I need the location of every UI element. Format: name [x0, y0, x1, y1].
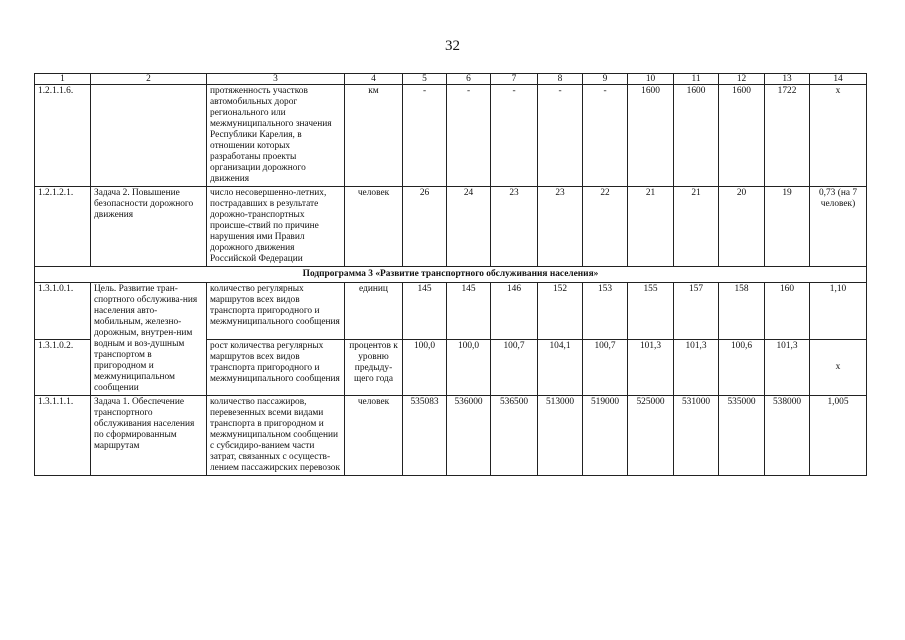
- row-value: -: [491, 85, 538, 187]
- table-row: [35, 85, 867, 187]
- row-value: 145: [447, 283, 491, 340]
- row-value: 101,3: [628, 339, 674, 396]
- row-indicator: количество пассажиров, перевезенных всеми видами транспорта в пригородном и межмуниципальном сообщении с субсидиро-ванием части затрат, связанных с осуществ-лением пассажирских перевозок: [207, 396, 345, 476]
- col-num: 13: [765, 74, 810, 85]
- row-value: -: [583, 85, 628, 187]
- row-value: 157: [674, 283, 719, 340]
- col-num: 4: [345, 74, 403, 85]
- row-value: 22: [583, 187, 628, 267]
- row-value: 1600: [719, 85, 765, 187]
- row-value: 101,3: [674, 339, 719, 396]
- table-row: [35, 396, 867, 476]
- col-num: 12: [719, 74, 765, 85]
- row-value: 536500: [491, 396, 538, 476]
- row-value: 100,0: [447, 339, 491, 396]
- row-value: 104,1: [538, 339, 583, 396]
- row-value: 536000: [447, 396, 491, 476]
- row-value: 21: [628, 187, 674, 267]
- row-value: 1600: [628, 85, 674, 187]
- row-unit: единиц: [345, 283, 403, 340]
- col-num: 11: [674, 74, 719, 85]
- row-goal: Задача 2. Повышение безопасности дорожного движения: [91, 187, 207, 267]
- col-num: 10: [628, 74, 674, 85]
- row-code: 1.3.1.0.2.: [35, 339, 91, 396]
- row-value: 100,7: [491, 339, 538, 396]
- row-value: -: [447, 85, 491, 187]
- col-num: 5: [403, 74, 447, 85]
- indicators-table: [34, 73, 867, 476]
- row-value: 155: [628, 283, 674, 340]
- row-value: 535000: [719, 396, 765, 476]
- row-value: 100,6: [719, 339, 765, 396]
- row-value: 24: [447, 187, 491, 267]
- subprogram-header-row: [35, 267, 867, 283]
- col-num: 9: [583, 74, 628, 85]
- row-value: 100,7: [583, 339, 628, 396]
- col-num: 6: [447, 74, 491, 85]
- row-code: 1.2.1.2.1.: [35, 187, 91, 267]
- row-value: 19: [765, 187, 810, 267]
- row-value: 513000: [538, 396, 583, 476]
- row-value: 145: [403, 283, 447, 340]
- col-num: 3: [207, 74, 345, 85]
- row-value: 153: [583, 283, 628, 340]
- row-value: 531000: [674, 396, 719, 476]
- row-value: 525000: [628, 396, 674, 476]
- row-indicator: протяженность участков автомобильных дорог регионального или межмуниципального значения Республики Карелия, в отношении которых разработаны проекты организации дорожного движения: [207, 85, 345, 187]
- row-value: 158: [719, 283, 765, 340]
- row-value: -: [403, 85, 447, 187]
- row-value: 1722: [765, 85, 810, 187]
- row-last-value: x: [810, 339, 867, 396]
- col-num: 1: [35, 74, 91, 85]
- row-indicator: рост количества регулярных маршрутов всех видов транспорта пригородного и межмуниципального сообщения: [207, 339, 345, 396]
- row-value: 21: [674, 187, 719, 267]
- row-code: 1.3.1.1.1.: [35, 396, 91, 476]
- row-indicator: количество регулярных маршрутов всех видов транспорта пригородного и межмуниципального сообщения: [207, 283, 345, 340]
- row-value: 23: [491, 187, 538, 267]
- row-goal: Задача 1. Обеспечение транспортного обслуживания населения по сформированным маршрутам: [91, 396, 207, 476]
- table-row: [35, 187, 867, 267]
- row-value: 23: [538, 187, 583, 267]
- row-value: 160: [765, 283, 810, 340]
- row-unit: человек: [345, 187, 403, 267]
- row-value: 146: [491, 283, 538, 340]
- row-last-value: 1,10: [810, 283, 867, 340]
- row-value: 101,3: [765, 339, 810, 396]
- row-value: -: [538, 85, 583, 187]
- column-number-row: [35, 74, 867, 85]
- row-value: 152: [538, 283, 583, 340]
- row-indicator: число несовершенно-летних, пострадавших в результате дорожно-транспортных происше-ствий по причине нарушения ими Правил дорожного движения Российской Федерации: [207, 187, 345, 267]
- col-num: 2: [91, 74, 207, 85]
- row-value: 20: [719, 187, 765, 267]
- row-value: 519000: [583, 396, 628, 476]
- subprogram-title: Подпрограмма 3 «Развитие транспортного обслуживания населения»: [35, 267, 867, 283]
- row-last-value: 0,73 (на 7 человек): [810, 187, 867, 267]
- row-code: 1.3.1.0.1.: [35, 283, 91, 340]
- row-value: 538000: [765, 396, 810, 476]
- row-code: 1.2.1.1.6.: [35, 85, 91, 187]
- row-value: 535083: [403, 396, 447, 476]
- row-last-value: 1,005: [810, 396, 867, 476]
- row-unit: км: [345, 85, 403, 187]
- row-unit: человек: [345, 396, 403, 476]
- row-value: 26: [403, 187, 447, 267]
- row-goal: [91, 85, 207, 187]
- page-number: 32: [445, 38, 460, 54]
- row-value: 1600: [674, 85, 719, 187]
- row-goal: Цель. Развитие тран-спортного обслужива-ния населения авто-мобильным, железно-дорожным, внутрен-ним водным и воз-душным транспортом в пригородном и межмуниципальном сообщении: [91, 283, 207, 396]
- col-num: 8: [538, 74, 583, 85]
- col-num: 14: [810, 74, 867, 85]
- table-row: [35, 283, 867, 340]
- row-last-value: x: [810, 85, 867, 187]
- row-value: 100,0: [403, 339, 447, 396]
- col-num: 7: [491, 74, 538, 85]
- row-unit: процентов к уровню предыду-щего года: [345, 339, 403, 396]
